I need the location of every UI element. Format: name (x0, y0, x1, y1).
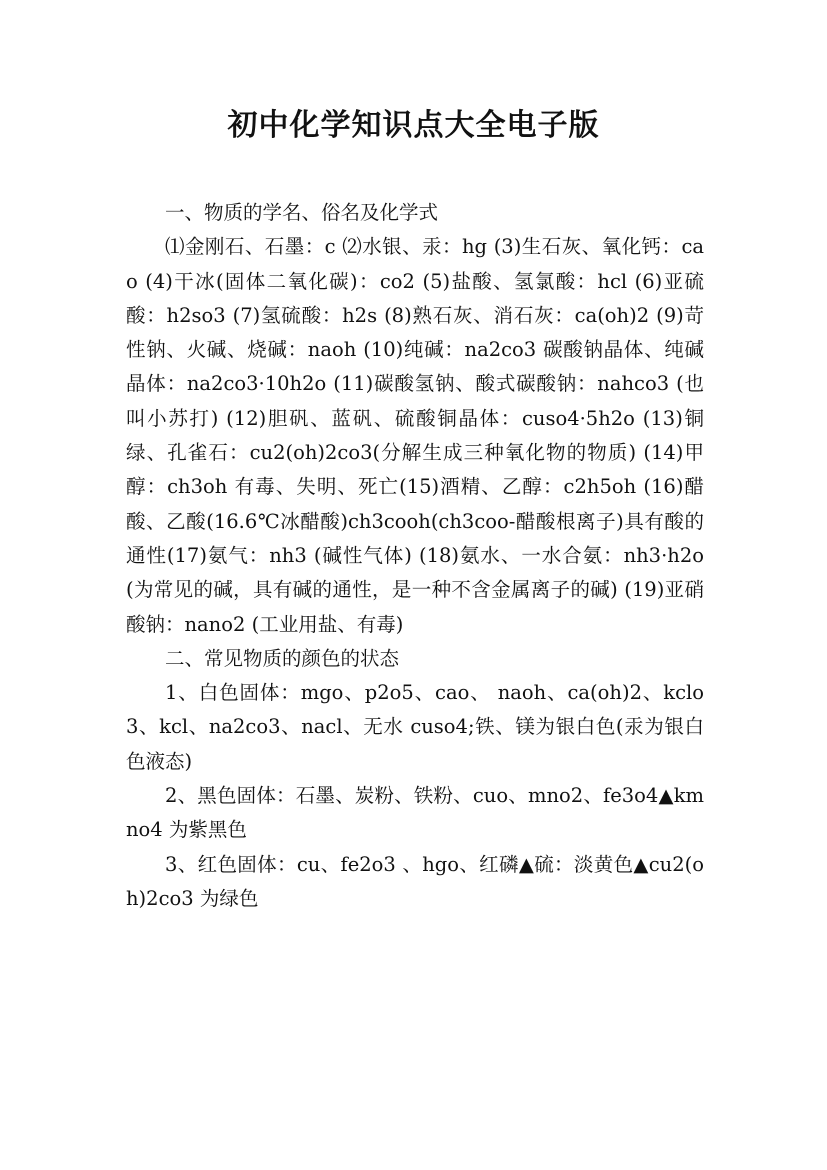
paragraph-black-solids: 2、黑色固体：石墨、炭粉、铁粉、cuo、mno2、fe3o4▲kmno4 为紫黑色 (126, 784, 704, 842)
section-heading-names: 一、物质的学名、俗名及化学式 (165, 201, 439, 224)
section-heading-colors: 二、常见物质的颜色的状态 (165, 646, 400, 670)
paragraph-red-solids: 3、红色固体：cu、fe2o3 、hgo、红磷▲硫：淡黄色▲cu2(oh)2co3 为绿色 (126, 852, 704, 910)
paragraph-names-list: ⑴金刚石、石墨：c ⑵水银、汞：hg (3)生石灰、氧化钙：cao (4)干冰(固体二氧化碳)：co2 (5)盐酸、氢氯酸：hcl (6)亚硫酸：h2so3 (7)氢硫酸：h2s (8)熟石灰、消石灰：ca(oh)2 (9)苛性钠、火碱、烧碱：naoh (10)纯碱：na2co3 碳酸钠晶体、纯碱晶体：na2co3·10h2o (11)碳酸氢钠、酸式碳酸钠：nahco3 (也叫小苏打) (12)胆矾、蓝矾、硫酸铜晶体：cuso4·5h2o (13)铜绿、孔雀石：cu2(oh)2co3(分解生成三种氧化物的物质) (14)甲醇：ch3oh 有毒、失明、死亡(15)酒精、乙醇：c2h5oh (16)醋酸、乙酸(16.6℃冰醋酸)ch3cooh(ch3coo-醋酸根离子)具有酸的通性(17)氨气：nh3 (碱性气体) (18)氨水、一水合氨：nh3·h2o(为常见的碱，具有碱的通性，是一种不含金属离子的碱) (19)亚硝酸钠：nano2 (工业用盐、有毒) (126, 235, 704, 636)
document-title: 初中化学知识点大全电子版 (227, 108, 600, 143)
paragraph-white-solids: 1、白色固体：mgo、p2o5、cao、 naoh、ca(oh)2、kclo3、kcl、na2co3、nacl、无水 cuso4;铁、镁为银白色(汞为银白色液态) (126, 681, 704, 773)
document-body (126, 196, 704, 916)
